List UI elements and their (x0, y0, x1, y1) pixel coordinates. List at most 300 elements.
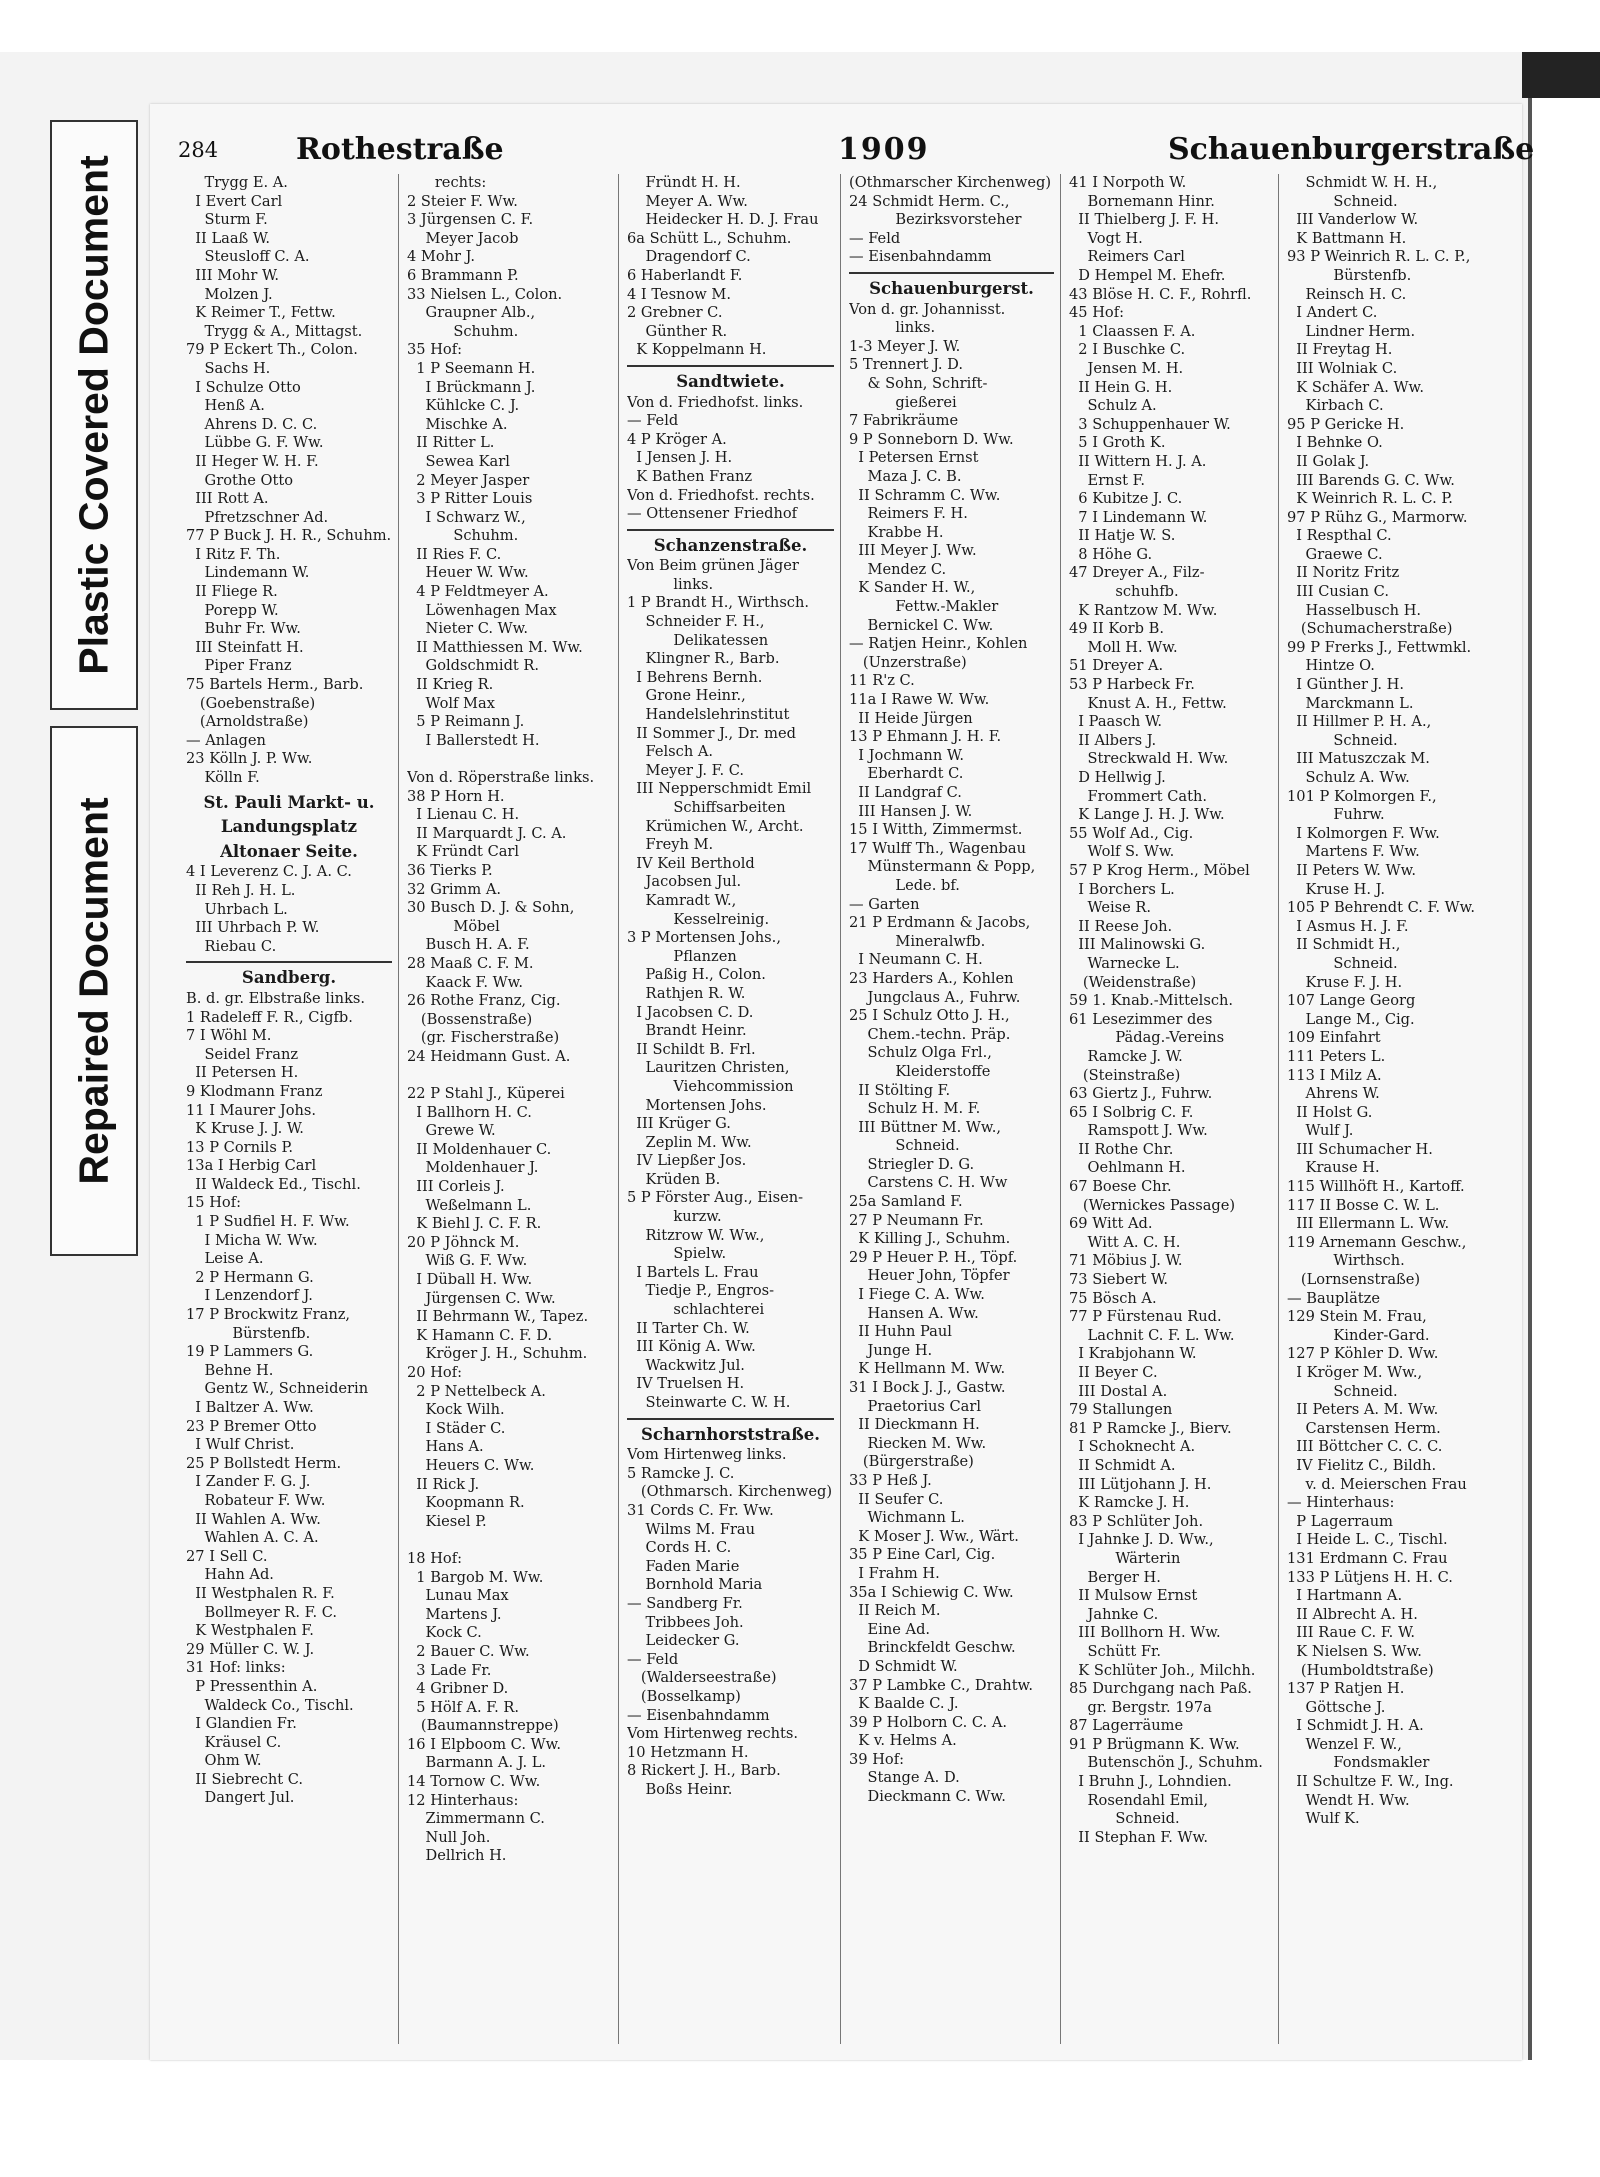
directory-entry: Moldenhauer J. (407, 1159, 539, 1177)
directory-entry: 27 P Neumann Fr. (849, 1211, 984, 1229)
directory-entry: (Goebenstraße) (186, 694, 316, 712)
directory-entry: II Ries F. C. (407, 545, 502, 563)
directory-entry: Frommert Cath. (1069, 787, 1208, 805)
directory-entry: Porepp W. (186, 601, 279, 619)
directory-entry: Riebau C. (186, 937, 277, 955)
directory-entry: — Bauplätze (1287, 1289, 1380, 1307)
directory-entry: Lindemann W. (186, 564, 310, 582)
directory-entry: Hintze O. (1287, 657, 1375, 675)
directory-entry: 4 I Tesnow M. (627, 285, 731, 303)
directory-entry: Dragendorf C. (627, 248, 751, 266)
directory-entry: 35a I Schiewig C. Ww. (849, 1583, 1014, 1601)
book-binding-edge (1528, 98, 1600, 2060)
directory-entry: I Behrens Bernh. (627, 668, 763, 686)
page-number: 284 (178, 138, 219, 162)
directory-entry: III Corleis J. (407, 1178, 505, 1196)
directory-entry: — Eisenbahndamm (627, 1706, 770, 1724)
directory-entry: 3 Lade Fr. (407, 1661, 492, 1679)
directory-entry: P Pressenthin A. (186, 1677, 318, 1695)
directory-entry: Von d. Friedhofst. rechts. (627, 486, 815, 504)
section-divider (186, 961, 392, 963)
directory-entry: Trygg E. A. (186, 174, 288, 191)
directory-entry: 73 Siebert W. (1069, 1271, 1169, 1289)
directory-entry: 2 P Hermann G. (186, 1268, 314, 1286)
directory-entry: I Hartmann A. (1287, 1587, 1403, 1605)
directory-entry: (Humboldtstraße) (1287, 1661, 1434, 1679)
scan-top-margin (0, 0, 1600, 52)
directory-entry: II Stölting F. (849, 1081, 951, 1099)
directory-entry: II Rick J. (407, 1475, 480, 1493)
directory-entry: Zimmermann C. (407, 1810, 545, 1828)
directory-entry: 43 Blöse H. C. F., Rohrfl. (1069, 285, 1252, 303)
directory-entry: Kamradt W., (627, 891, 737, 909)
directory-entry: 113 I Milz A. (1287, 1066, 1382, 1084)
directory-entry: 49 II Korb B. (1069, 620, 1164, 638)
directory-entry: III Hansen J. W. (849, 802, 973, 820)
directory-entry: II Hein G. H. (1069, 378, 1173, 396)
directory-entry: — Ottensener Friedhof (627, 505, 798, 523)
directory-entry: Dieckmann C. Ww. (849, 1788, 1006, 1806)
directory-entry: Leidecker G. (627, 1632, 740, 1650)
directory-entry: Dellrich H. (407, 1847, 507, 1865)
directory-entry: Grewe W. (407, 1122, 496, 1140)
directory-entry: Leise A. (186, 1250, 264, 1268)
directory-entry: Kruse H. J. (1287, 880, 1385, 898)
directory-entry: 8 Höhe G. (1069, 545, 1153, 563)
directory-entry: Sturm F. (186, 211, 268, 229)
directory-entry: Kräusel C. (186, 1733, 282, 1751)
directory-entry: II Seufer C. (849, 1490, 944, 1508)
directory-entry: 25 I Schulz Otto J. H., (849, 1007, 1010, 1025)
plastic-covered-label (50, 120, 138, 710)
directory-entry: — Feld (627, 412, 679, 430)
directory-entry: Ahrens W. (1287, 1085, 1380, 1103)
directory-entry: Piper Franz (186, 657, 292, 675)
directory-entry: Vom Hirtenweg links. (627, 1446, 787, 1464)
directory-entry: I Micha W. Ww. (186, 1231, 318, 1249)
directory-entry: IV Liepßer Jos. (627, 1152, 747, 1170)
directory-entry: schlachterei (627, 1301, 765, 1319)
directory-entry: I Heide L. C., Tischl. (1287, 1531, 1448, 1549)
directory-entry: II Wahlen A. Ww. (186, 1510, 321, 1528)
directory-entry: B. d. gr. Elbstraße links. (186, 989, 366, 1007)
directory-entry: II Noritz Fritz (1287, 564, 1400, 582)
directory-entry: Graewe C. (1287, 545, 1383, 563)
directory-entry: 55 Wolf Ad., Cig. (1069, 824, 1194, 842)
column-2 (398, 174, 616, 2044)
column-1 (178, 174, 396, 2044)
directory-entry: I Ballhorn H. C. (407, 1103, 532, 1121)
directory-entry: II Sommer J., Dr. med (627, 724, 796, 742)
directory-entry: Reimers Carl (1069, 248, 1185, 266)
directory-entry: — Ratjen Heinr., Kohlen (849, 635, 1028, 653)
directory-entry: I Asmus H. J. F. (1287, 917, 1409, 935)
directory-entry: Schiffsarbeiten (627, 799, 786, 816)
directory-entry: 29 Müller C. W. J. (186, 1640, 315, 1658)
directory-entry: III Meyer J. Ww. (849, 542, 977, 560)
directory-entry: 1 Claassen F. A. (1069, 322, 1196, 340)
column-6 (1278, 174, 1500, 2044)
directory-entry: 41 I Norpoth W. (1069, 174, 1187, 191)
directory-entry: Fettw.-Makler (849, 598, 999, 616)
directory-entry: Oehlmann H. (1069, 1159, 1186, 1177)
directory-entry: Jürgensen C. Ww. (407, 1289, 556, 1307)
directory-entry: K Hellmann M. Ww. (849, 1360, 1006, 1378)
directory-entry: Schulz A. Ww. (1287, 769, 1410, 786)
directory-entry: II Hillmer P. H. A., (1287, 713, 1432, 731)
directory-entry: Jungclaus A., Fuhrw. (849, 988, 1021, 1006)
directory-entry: 87 Lagerräume (1069, 1717, 1184, 1735)
directory-entry: — Feld (627, 1650, 679, 1668)
street-section-heading: Sandberg. (241, 968, 337, 988)
directory-entry: Schulz H. M. F. (849, 1100, 981, 1118)
directory-entry: I Jochmann W. (849, 746, 964, 764)
directory-entry: Reimers F. H. (849, 505, 968, 523)
directory-entry: Wichmann L. (849, 1509, 965, 1527)
page-header (178, 132, 1535, 172)
directory-entry: — Sandberg Fr. (627, 1594, 743, 1612)
directory-entry: 107 Lange Georg (1287, 992, 1416, 1010)
directory-entry: Stange A. D. (849, 1769, 960, 1787)
directory-entry: (Arnoldstraße) (186, 713, 309, 731)
directory-entry: 39 Hof: (849, 1750, 905, 1768)
directory-entry: K Koppelmann H. (627, 341, 767, 359)
directory-entry: (Othmarscher Kirchenweg) (849, 174, 1052, 191)
directory-entry: links. (627, 575, 714, 593)
directory-entry: I Behnke O. (1287, 434, 1383, 452)
directory-entry: Rathjen R. W. (627, 984, 746, 1002)
directory-entry: 127 P Köhler D. Ww. (1287, 1345, 1439, 1363)
directory-entry: II Westphalen R. F. (186, 1584, 335, 1602)
scan-corner-shadow (1522, 52, 1600, 98)
directory-entry: Kruse F. J. H. (1287, 973, 1403, 991)
directory-entry: 133 P Lütjens H. H. C. (1287, 1568, 1453, 1586)
directory-entry: 1 P Brandt H., Wirthsch. (627, 594, 810, 612)
directory-entry: I Borchers L. (1069, 880, 1175, 898)
directory-entry: Meyer Jacob (407, 229, 519, 247)
directory-entry: 8 Rickert J. H., Barb. (627, 1762, 781, 1780)
directory-entry: I Lenzendorf J. (186, 1287, 313, 1305)
directory-entry: 61 Lesezimmer des (1069, 1010, 1213, 1028)
directory-entry: I Schwarz W., (407, 508, 526, 526)
directory-entry: Moll H. Ww. (1069, 638, 1178, 656)
street-section-heading: Schanzenstraße. (653, 535, 808, 555)
directory-entry: Krümichen W., Archt. (627, 817, 804, 835)
directory-entry: Wolf S. Ww. (1069, 843, 1175, 861)
directory-entry: 63 Giertz J., Fuhrw. (1069, 1085, 1213, 1103)
document-status-banner (50, 120, 138, 1260)
directory-entry: 33 Nielsen L., Colon. (407, 285, 563, 303)
directory-entry: 7 I Lindemann W. (1069, 508, 1208, 526)
directory-entry: I Kolmorgen F. Ww. (1287, 824, 1440, 842)
directory-entry: 6 Haberlandt F. (627, 266, 743, 284)
directory-entry: K Sander H. W., (849, 579, 976, 597)
directory-entry: Rosendahl Emil, (1069, 1791, 1209, 1809)
directory-entry: II Mulsow Ernst (1069, 1587, 1198, 1605)
directory-entry: 23 P Bremer Otto (186, 1417, 317, 1435)
directory-entry: Kiesel P. (407, 1512, 487, 1530)
directory-entry: D Hempel M. Ehefr. (1069, 266, 1226, 284)
directory-entry: Paßig H., Colon. (627, 966, 766, 984)
directory-entry: II Golak J. (1287, 452, 1370, 470)
directory-entry: 2 P Nettelbeck A. (407, 1382, 546, 1400)
section-divider (627, 365, 834, 367)
header-year: 1909 (838, 132, 930, 167)
directory-entry: Barmann A. J. L. (407, 1754, 547, 1772)
directory-entry: I Jacobsen C. D. (627, 1003, 754, 1021)
directory-entry: II Wittern H. J. A. (1069, 452, 1207, 470)
directory-entry: Schneid. (1287, 192, 1398, 210)
directory-entry: II Reich M. (849, 1602, 941, 1620)
directory-entry: II Freytag H. (1287, 341, 1393, 359)
directory-entry: K Biehl J. C. F. R. (407, 1215, 542, 1233)
directory-entry: II Waldeck Ed., Tischl. (186, 1175, 361, 1193)
directory-entry: 91 P Brügmann K. Ww. (1069, 1735, 1240, 1753)
directory-entry: 93 P Weinrich R. L. C. P., (1287, 248, 1471, 266)
directory-entry: Vogt H. (1069, 229, 1143, 247)
directory-entry: Münstermann & Popp, (849, 858, 1036, 876)
directory-entry: 21 P Erdmann & Jacobs, (849, 914, 1031, 932)
directory-entry: Maza J. C. B. (849, 467, 962, 485)
directory-entry: Warnecke L. (1069, 954, 1180, 972)
directory-entry: 97 P Rühz G., Marmorw. (1287, 508, 1468, 526)
directory-entry: Carstens C. H. Ww (849, 1174, 1008, 1192)
directory-entry: I Respthal C. (1287, 527, 1392, 545)
directory-entry: II Huhn Paul (849, 1323, 952, 1341)
directory-entry: 11 R'z C. (849, 672, 915, 690)
directory-entry: Praetorius Carl (849, 1397, 982, 1415)
directory-entry: Seidel Franz (186, 1045, 299, 1063)
directory-entry: 13a I Herbig Carl (186, 1157, 317, 1175)
directory-entry: I Schulze Otto (186, 378, 301, 396)
directory-entry: II Fliege R. (186, 583, 278, 601)
directory-entry: Meyer J. F. C. (627, 761, 745, 779)
directory-entry: K v. Helms A. (849, 1732, 957, 1750)
directory-entry: I Schoknecht A. (1069, 1438, 1196, 1456)
directory-entry: Mischke A. (407, 415, 508, 433)
directory-entry: Lauritzen Christen, (627, 1059, 790, 1077)
directory-entry: Mineralwfb. (849, 932, 986, 950)
directory-entry: Jacobsen Jul. (627, 873, 742, 891)
directory-entry: & Sohn, Schrift- (849, 374, 988, 392)
directory-entry: I Lienau C. H. (407, 806, 520, 824)
directory-entry: 13 P Ehmann J. H. F. (849, 728, 1002, 746)
directory-entry: Brinckfeldt Geschw. (849, 1639, 1016, 1657)
directory-entry: III Schumacher H. (1287, 1140, 1433, 1158)
directory-entry: 101 P Kolmorgen F., (1287, 787, 1437, 805)
directory-entry: III Rott A. (186, 490, 269, 508)
directory-entry: 2 Meyer Jasper (407, 471, 530, 489)
column-4 (840, 174, 1058, 2044)
directory-entry: K Ramcke J. H. (1069, 1494, 1190, 1512)
directory-entry: 22 P Stahl J., Küperei (407, 1085, 565, 1103)
directory-entry: I Schmidt J. H. A. (1287, 1717, 1424, 1735)
directory-entry: II Rothe Chr. (1069, 1140, 1174, 1158)
directory-entry: Schneid. (1287, 1382, 1398, 1400)
directory-entry: Waldeck Co., Tischl. (186, 1696, 354, 1714)
directory-entry: Junge H. (849, 1341, 933, 1359)
directory-entry: Steusloff C. A. (186, 248, 310, 266)
directory-entry: D Hellwig J. (1069, 769, 1166, 786)
directory-entry: Krüden B. (627, 1170, 721, 1188)
directory-entry: 53 P Harbeck Fr. (1069, 676, 1195, 694)
directory-entry (407, 750, 612, 769)
directory-entry: Schuhm. (407, 527, 519, 545)
directory-entry: I Baltzer A. Ww. (186, 1399, 314, 1416)
directory-entry: II Hatje W. S. (1069, 527, 1176, 545)
directory-entry: 51 Dreyer A. (1069, 657, 1164, 675)
directory-entry: 131 Erdmann C. Frau (1287, 1549, 1448, 1567)
directory-entry: Gentz W., Schneiderin (186, 1380, 369, 1398)
directory-entry: Mendez C. (849, 560, 947, 578)
street-section-heading: Altonaer Seite. (220, 841, 358, 861)
directory-entry: I Ritz F. Th. (186, 545, 281, 563)
directory-entry: 69 Witt Ad. (1069, 1215, 1153, 1233)
directory-entry: — Hinterhaus: (1287, 1494, 1395, 1512)
directory-entry: links. (849, 319, 936, 337)
directory-entry: 85 Durchgang nach Paß. (1069, 1680, 1252, 1698)
directory-entry: 27 I Sell C. (186, 1547, 268, 1565)
directory-entry: Dangert Jul. (186, 1789, 295, 1807)
directory-entry: 31 Hof: links: (186, 1659, 286, 1677)
directory-entry: Schneider F. H., (627, 613, 765, 631)
directory-entry: Pädag.-Vereins (1069, 1029, 1225, 1047)
directory-entry: III Büttner M. Ww., (849, 1118, 1001, 1136)
directory-entry: 99 P Frerks J., Fettwmkl. (1287, 638, 1472, 656)
directory-entry: Delikatessen (627, 631, 769, 649)
directory-entry: 25 P Bollstedt Herm. (186, 1454, 342, 1472)
directory-entry: Löwenhagen Max (407, 601, 557, 619)
directory-entry: Kaack F. Ww. (407, 973, 524, 991)
directory-entry: Heuer W. Ww. (407, 564, 529, 582)
directory-entry: 39 P Holborn C. C. A. (849, 1713, 1008, 1731)
directory-entry: 19 P Lammers G. (186, 1343, 314, 1361)
directory-entry: 59 1. Knab.-Mittelsch. (1069, 992, 1234, 1010)
directory-entry: Mortensen Johs. (627, 1096, 767, 1114)
section-divider (627, 529, 834, 531)
directory-entry: 57 P Krog Herm., Möbel (1069, 861, 1250, 879)
directory-entry: 6a Schütt L., Schuhm. (627, 229, 792, 247)
directory-entry: Brandt Heinr. (627, 1022, 747, 1040)
directory-entry: Buhr Fr. Ww. (186, 620, 301, 638)
directory-entry: 23 Kölln J. P. Ww. (186, 750, 313, 768)
directory-entry: Von Beim grünen Jäger (627, 557, 799, 575)
directory-entry: gießerei (849, 393, 957, 411)
directory-entry: Ahrens D. C. C. (186, 415, 318, 433)
directory-entry: Butenschön J., Schuhm. (1069, 1754, 1263, 1772)
directory-entry: — Eisenbahndamm (849, 248, 992, 266)
directory-entry: Krabbe H. (849, 523, 944, 541)
directory-entry: Göttsche J. (1287, 1698, 1386, 1716)
street-section-heading: Schauenburgerst. (869, 278, 1034, 298)
directory-entry: (Baumannstreppe) (407, 1717, 559, 1735)
directory-entry: 25a Samland F. (849, 1193, 963, 1211)
directory-entry: Robateur F. Ww. (186, 1491, 326, 1509)
directory-page (150, 104, 1535, 2060)
directory-entry: Wenzel F. W., (1287, 1735, 1402, 1753)
directory-entry: Heidecker H. D. J. Frau (627, 211, 819, 229)
directory-entry: (Othmarsch. Kirchenweg) (627, 1483, 833, 1501)
directory-entry: Lachnit C. F. L. Ww. (1069, 1326, 1235, 1344)
directory-entry: Kirbach C. (1287, 397, 1384, 415)
directory-entry: v. d. Meierschen Frau (1287, 1475, 1467, 1493)
directory-entry: III Bollhorn H. Ww. (1069, 1624, 1221, 1642)
directory-entry: III Cusian C. (1287, 583, 1389, 601)
directory-entry: 15 I Witth, Zimmermst. (849, 821, 1023, 839)
directory-entry: Berger H. (1069, 1568, 1161, 1586)
directory-entry: 77 P Fürstenau Rud. (1069, 1308, 1222, 1326)
directory-entry: Hahn Ad. (186, 1566, 274, 1584)
directory-entry: 11a I Rawe W. Ww. (849, 691, 990, 709)
directory-entry: 11 I Maurer Johs. (186, 1101, 317, 1119)
directory-entry: II Dieckmann H. (849, 1416, 980, 1434)
directory-entry: 137 P Ratjen H. (1287, 1680, 1405, 1698)
directory-entry: Von d. Röperstraße links. (407, 769, 595, 786)
directory-entry: Wolf Max (407, 694, 495, 712)
directory-entry: 2 I Buschke C. (1069, 341, 1186, 359)
directory-entry: K Kruse J. J. W. (186, 1120, 304, 1138)
directory-entry: Felsch A. (627, 743, 714, 761)
directory-entry: Behne H. (186, 1361, 274, 1379)
directory-entry: II Reese Joh. (1069, 917, 1173, 935)
directory-entry: II Ritter L. (407, 434, 495, 452)
column-5 (1060, 174, 1276, 2044)
directory-entry: 109 Einfahrt (1287, 1029, 1381, 1047)
directory-entry: Null Joh. (407, 1828, 491, 1846)
directory-entry: Ritzrow W. Ww., (627, 1226, 765, 1244)
header-right-street: Schauenburgerstraße (1168, 132, 1535, 167)
directory-entry: Eine Ad. (849, 1620, 931, 1638)
directory-entry: II Marquardt J. C. A. (407, 824, 567, 842)
directory-entry: 79 P Eckert Th., Colon. (186, 341, 358, 359)
directory-entry: K Baalde C. J. (849, 1695, 959, 1713)
directory-entry: Heuer John, Töpfer (849, 1267, 1010, 1285)
directory-entry: (Steinstraße) (1069, 1066, 1181, 1084)
directory-entry: Koopmann R. (407, 1494, 525, 1512)
directory-entry: 111 Peters L. (1287, 1047, 1386, 1065)
directory-entry: 5 I Groth K. (1069, 434, 1166, 452)
directory-entry: Busch H. A. F. (407, 936, 530, 954)
directory-entry: Spielw. (627, 1245, 727, 1263)
directory-entry: Freyh M. (627, 836, 714, 854)
directory-entry: 38 P Horn H. (407, 787, 505, 805)
directory-entry: Tiedje P., Engros- (627, 1282, 775, 1300)
directory-entry: 35 P Eine Carl, Cig. (849, 1546, 996, 1564)
street-section-heading: Landungsplatz (220, 817, 358, 837)
directory-entry: (Lornsenstraße) (1287, 1271, 1421, 1289)
directory-entry: 4 Gribner D. (407, 1680, 509, 1698)
directory-entry: III Malinowski G. (1069, 936, 1206, 954)
directory-entry: III König A. Ww. (627, 1338, 756, 1356)
directory-entry: I Bruhn J., Lohndien. (1069, 1773, 1232, 1791)
directory-entry: III Mohr W. (186, 266, 280, 284)
directory-entry: K Nielsen S. Ww. (1287, 1642, 1422, 1660)
directory-entry: Möbel (407, 917, 500, 935)
directory-entry: 83 P Schlüter Joh. (1069, 1512, 1204, 1530)
directory-entry: II Reh J. H. L. (186, 881, 296, 899)
directory-entry: 18 Hof: (407, 1549, 463, 1567)
street-section-heading: Sandtwiete. (676, 371, 785, 391)
directory-entry: 3 P Ritter Louis (407, 490, 533, 508)
directory-entry: 75 Bartels Herm., Barb. (186, 676, 364, 694)
directory-entry: I Bartels L. Frau (627, 1263, 759, 1281)
directory-entry: K Schäfer A. Ww. (1287, 378, 1424, 396)
directory-entry: K Lange J. H. J. Ww. (1069, 806, 1225, 824)
directory-entry: 10 Hetzmann H. (627, 1743, 749, 1761)
directory-entry: I Evert Carl (186, 192, 283, 210)
directory-entry: 9 Klodmann Franz (186, 1082, 323, 1100)
directory-entry: Graupner Alb., (407, 304, 536, 322)
